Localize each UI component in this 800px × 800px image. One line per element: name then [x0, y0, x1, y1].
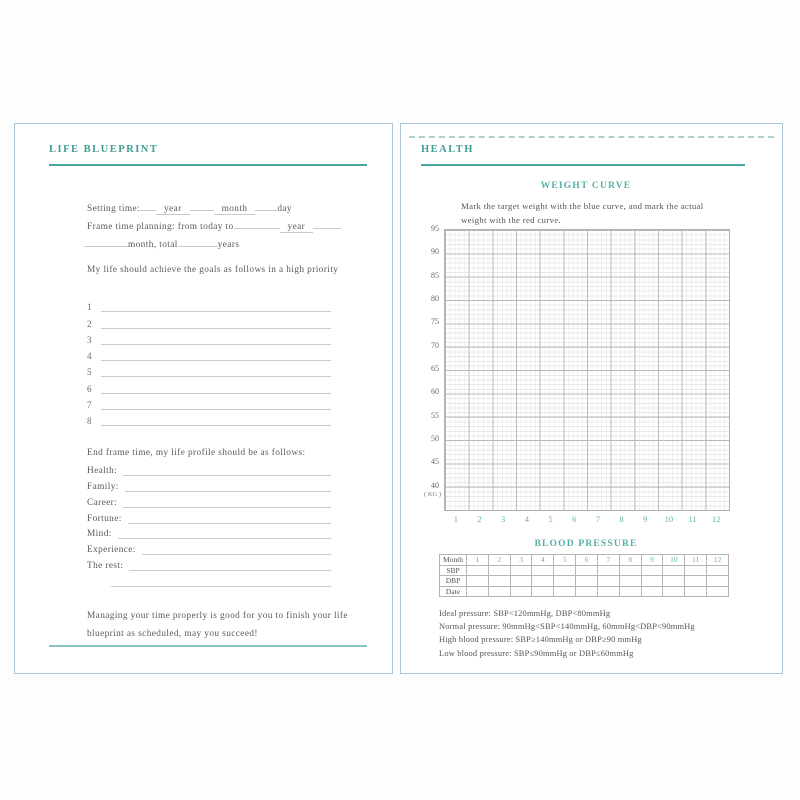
y-tick-label: 90: [431, 247, 439, 257]
bp-empty-cell: [488, 565, 510, 576]
bp-empty-cell: [554, 576, 576, 587]
goal-row: [87, 345, 331, 361]
blank-field: [190, 200, 214, 211]
bp-empty-cell: [576, 586, 598, 597]
blank-field: [140, 200, 156, 211]
goal-row: [87, 329, 331, 345]
left-page-title: LIFE BLUEPRINT: [49, 144, 159, 155]
note-ideal: Ideal pressure: SBP<120mmHg, DBP<80mmHg: [439, 609, 611, 618]
x-tick-label: 7: [595, 514, 600, 524]
frame-time-month-total: month, total: [128, 240, 178, 250]
bp-month-header-cell: 7: [597, 555, 619, 566]
bp-empty-cell: [641, 586, 663, 597]
bp-month-header-cell: 3: [510, 555, 532, 566]
bp-empty-cell: [685, 586, 707, 597]
weight-curve-heading: WEIGHT CURVE: [540, 181, 632, 191]
bp-empty-cell: [597, 565, 619, 576]
goal-blank-line: [101, 381, 331, 394]
setting-time-line: [87, 200, 292, 214]
weight-curve-caption: [461, 199, 751, 227]
y-tick-label: 45: [431, 457, 439, 467]
profile-heading: End frame time, my life profile should be as follows:: [87, 448, 306, 458]
profile-row: [87, 476, 331, 492]
bp-empty-cell: [532, 586, 554, 597]
frame-time-label: Frame time planning: from today to: [87, 222, 234, 232]
x-tick-label: 2: [477, 514, 482, 524]
blood-pressure-table: [439, 554, 729, 597]
blank-field: [255, 200, 277, 211]
bp-empty-cell: [663, 565, 685, 576]
goal-blank-line: [101, 332, 331, 345]
y-tick-label: 70: [431, 340, 439, 350]
goal-blank-line: [101, 299, 331, 312]
right-title-rule: [421, 164, 745, 166]
profile-blank-line: [123, 495, 331, 508]
goal-blank-line: [101, 364, 331, 377]
goal-number: 6: [87, 383, 92, 394]
bp-empty-cell: [619, 565, 641, 576]
bp-empty-cell: [510, 565, 532, 576]
profile-extra-blank-line: [111, 571, 331, 587]
goal-row: [87, 361, 331, 377]
note-normal: Normal pressure: 90mmHg<SBP<140mmHg, 60mmHg<DBP<90mmHg: [439, 622, 695, 632]
bp-month-header-cell: 11: [685, 555, 707, 566]
profile-row: [87, 460, 331, 476]
setting-time-day: day: [277, 204, 292, 214]
left-title-rule: [49, 164, 367, 166]
y-tick-label: 65: [431, 363, 439, 373]
profile-row: [87, 508, 331, 524]
right-page-title: HEALTH: [421, 144, 474, 155]
caption-line2: weight with the red curve.: [461, 215, 561, 225]
profile-label: Career:: [87, 497, 118, 508]
frame-time-years: years: [217, 240, 240, 250]
bp-row-label: Month: [440, 555, 467, 566]
profile-blank-line: [123, 463, 331, 476]
profile-label: Family:: [87, 481, 119, 492]
y-tick-label: 60: [431, 387, 439, 397]
bp-empty-cell: [663, 576, 685, 587]
frame-time-year: year: [280, 222, 314, 233]
y-tick-label: 85: [431, 270, 439, 280]
y-tick-label: 80: [431, 293, 439, 303]
y-tick-label: 95: [431, 224, 439, 233]
bp-empty-cell: [663, 586, 685, 597]
goal-blank-line: [101, 348, 331, 361]
bp-empty-cell: [532, 576, 554, 587]
caption-line1: Mark the target weight with the blue curve, and mark the actual: [461, 201, 704, 211]
setting-time-label: Setting time:: [87, 204, 140, 214]
bp-empty-cell: [619, 586, 641, 597]
bp-empty-cell: [597, 576, 619, 587]
profile-row: [87, 492, 331, 508]
bp-table-row: [440, 565, 729, 576]
blood-pressure-notes: [439, 607, 769, 660]
bp-month-header-cell: 9: [641, 555, 663, 566]
frame-time-line2: [84, 236, 239, 250]
profile-blank-line: [128, 511, 331, 524]
bp-empty-cell: [532, 565, 554, 576]
profile-row: [87, 539, 331, 555]
note-low: Low blood pressure: SBP≤90mmHg or DBP≤60mmHg: [439, 648, 634, 658]
y-tick-label: 75: [431, 317, 439, 327]
setting-time-year: year: [156, 204, 190, 215]
weight-curve-grid: [444, 229, 730, 511]
bp-month-header-cell: 8: [619, 555, 641, 566]
x-tick-label: 5: [548, 514, 553, 524]
x-tick-label: 9: [643, 514, 648, 524]
bp-row-label: Date: [440, 586, 467, 597]
bp-empty-cell: [619, 576, 641, 587]
bp-month-header-cell: 10: [663, 555, 685, 566]
profile-label: Fortune:: [87, 513, 122, 524]
bp-month-header-cell: 5: [554, 555, 576, 566]
goal-blank-line: [101, 413, 331, 426]
profile-blank-line: [142, 542, 331, 555]
goal-number: 5: [87, 367, 92, 378]
goals-heading: My life should achieve the goals as follows in a high priority: [87, 265, 339, 275]
bp-empty-cell: [641, 565, 663, 576]
goal-row: [87, 394, 331, 410]
blank-field: [234, 218, 280, 229]
bp-empty-cell: [685, 576, 707, 587]
bp-table-row: [440, 586, 729, 597]
bp-month-header-cell: 12: [707, 555, 729, 566]
goal-row: [87, 312, 331, 328]
goal-number: 1: [87, 302, 92, 313]
blank-field: [178, 236, 218, 247]
bp-month-header-cell: 4: [532, 555, 554, 566]
goal-row: [87, 377, 331, 393]
bp-empty-cell: [554, 565, 576, 576]
goal-blank-line: [101, 397, 331, 410]
goal-blank-line: [101, 316, 331, 329]
bp-empty-cell: [576, 576, 598, 587]
setting-time-month: month: [214, 204, 256, 215]
bp-empty-cell: [467, 586, 489, 597]
x-tick-label: 11: [688, 514, 697, 524]
goal-row: [87, 296, 331, 312]
goal-number: 4: [87, 351, 92, 362]
bp-month-header-cell: 2: [488, 555, 510, 566]
x-tick-label: 4: [524, 514, 529, 524]
bp-empty-cell: [685, 565, 707, 576]
goal-row: [87, 410, 331, 426]
bp-empty-cell: [488, 576, 510, 587]
goal-number: 8: [87, 416, 92, 427]
blank-field: [313, 218, 341, 229]
right-page: [400, 123, 783, 674]
blood-pressure-heading: BLOOD PRESSURE: [534, 539, 638, 549]
y-tick-label: 55: [431, 410, 439, 420]
x-tick-label: 8: [619, 514, 624, 524]
x-tick-label: 12: [711, 514, 721, 524]
bp-empty-cell: [576, 565, 598, 576]
bp-table-row: [440, 576, 729, 587]
left-footer-text: [87, 607, 377, 643]
perforation-dashed-line: [409, 136, 774, 138]
bp-empty-cell: [510, 576, 532, 587]
x-tick-label: 1: [453, 514, 458, 524]
left-bottom-rule: [49, 645, 367, 647]
x-tick-label: 3: [501, 514, 506, 524]
goal-number: 7: [87, 400, 92, 411]
profile-blank-line: [129, 558, 331, 571]
goal-number: 3: [87, 334, 92, 345]
profile-row: [87, 524, 331, 540]
bp-table-row: [440, 555, 729, 566]
left-page: [14, 123, 393, 674]
bp-month-header-cell: 1: [467, 555, 489, 566]
profile-label: Health:: [87, 465, 118, 476]
profile-list: [87, 460, 331, 587]
blank-field: [84, 236, 128, 247]
goals-list: [87, 296, 331, 426]
bp-empty-cell: [554, 586, 576, 597]
profile-label: Mind:: [87, 529, 112, 540]
bp-row-label: DBP: [440, 576, 467, 587]
bp-empty-cell: [467, 576, 489, 587]
bp-empty-cell: [707, 586, 729, 597]
bp-empty-cell: [707, 576, 729, 587]
profile-blank-line: [118, 526, 331, 539]
bp-empty-cell: [707, 565, 729, 576]
y-tick-label: 40: [431, 480, 439, 490]
y-tick-label: 50: [431, 433, 439, 443]
goal-number: 2: [87, 318, 92, 329]
bp-empty-cell: [510, 586, 532, 597]
bp-month-header-cell: 6: [576, 555, 598, 566]
bp-row-label: SBP: [440, 565, 467, 576]
kg-unit-label: ( KG ): [424, 491, 441, 498]
x-tick-label: 10: [664, 514, 674, 524]
profile-label: The rest:: [87, 561, 124, 572]
profile-label: Experience:: [87, 545, 136, 556]
note-high: High blood pressure: SBP≥140mmHg or DBP≥90 mmHg: [439, 635, 642, 645]
profile-row: [87, 555, 331, 571]
footer-line2: blueprint as scheduled, may you succeed!: [87, 629, 258, 639]
profile-blank-line: [125, 479, 331, 492]
bp-empty-cell: [597, 586, 619, 597]
footer-line1: Managing your time properly is good for you to finish your life: [87, 611, 348, 621]
bp-empty-cell: [488, 586, 510, 597]
x-tick-label: 6: [572, 514, 577, 524]
bp-empty-cell: [641, 576, 663, 587]
bp-empty-cell: [467, 565, 489, 576]
frame-time-line1: [87, 218, 341, 232]
